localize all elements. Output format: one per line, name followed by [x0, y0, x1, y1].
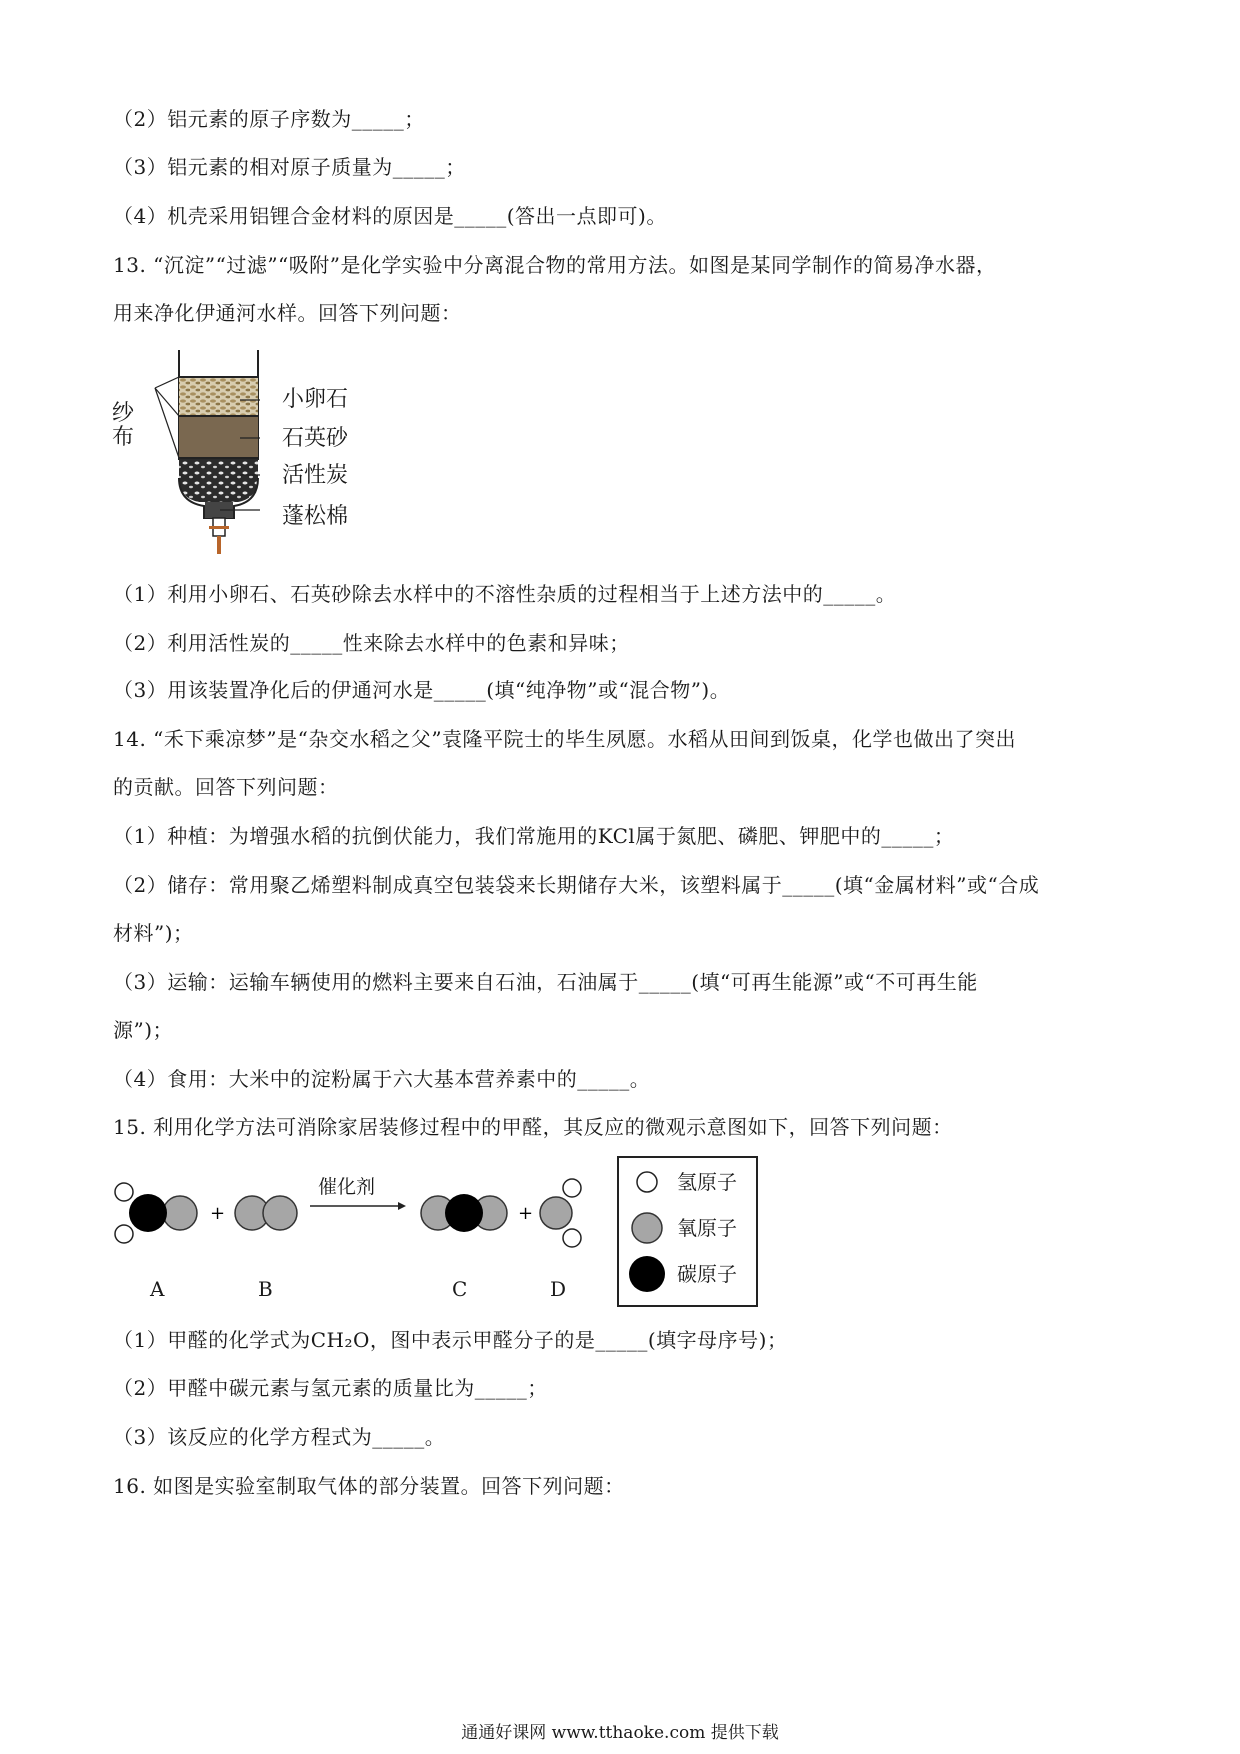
page-footer: 通通好课网 www.tthaoke.com 提供下载 — [461, 1723, 779, 1743]
q12-part2: （2）铝元素的原子序数为_____； — [113, 107, 425, 131]
label-b: B — [258, 1277, 273, 1301]
reaction-diagram — [110, 1170, 610, 1310]
q14-part4: （4）食用：大米中的淀粉属于六大基本营养素中的_____。 — [113, 1067, 651, 1091]
q13-stem-line1: 13. “沉淀”“过滤”“吸附”是化学实验中分离混合物的常用方法。如图是某同学制作的简易净水器， — [113, 253, 997, 277]
legend-carbon: 碳原子 — [619, 1254, 760, 1298]
q15-stem: 15. 利用化学方法可消除家居装修过程中的甲醛，其反应的微观示意图如下，回答下列问题： — [113, 1115, 953, 1139]
q14-part2-line2: 材料”)； — [113, 921, 194, 945]
q14-stem-line1: 14. “禾下乘凉梦”是“杂交水稻之父”袁隆平院士的毕生夙愿。水稻从田间到饭桌，化学也做出了突出 — [113, 727, 1017, 751]
carbon-atom-icon — [627, 1254, 667, 1294]
layer-pebbles-label: 小卵石 — [282, 387, 349, 412]
layer-quartz-sand-label: 石英砂 — [282, 426, 349, 451]
hydrogen-atom-icon — [627, 1164, 667, 1200]
legend-oxygen: 氧原子 — [619, 1210, 760, 1254]
catalyst-label: 催化剂 — [318, 1176, 376, 1198]
q13-part2: （2）利用活性炭的_____性来除去水样中的色素和异味； — [113, 631, 630, 655]
q13-part3: （3）用该装置净化后的伊通河水是_____(填“纯净物”或“混合物”)。 — [113, 678, 731, 702]
q15-part1: （1）甲醛的化学式为CH₂O，图中表示甲醛分子的是_____(填字母序号)； — [113, 1328, 788, 1352]
layer-activated-carbon-label: 活性炭 — [282, 463, 349, 488]
legend-hydrogen: 氢原子 — [619, 1164, 760, 1208]
q12-part3: （3）铝元素的相对原子质量为_____； — [113, 155, 466, 179]
q14-stem-line2: 的贡献。回答下列问题： — [113, 775, 339, 799]
q14-part3-line1: （3）运输：运输车辆使用的燃料主要来自石油，石油属于_____(填“可再生能源”或“不可再生能 — [113, 970, 978, 994]
q14-part2-line1: （2）储存：常用聚乙烯塑料制成真空包装袋来长期储存大米，该塑料属于_____(填“金属材料”或“合成 — [113, 873, 1040, 897]
plus-sign-1: + — [210, 1203, 226, 1224]
label-c: C — [452, 1277, 468, 1301]
q12-part4: （4）机壳采用铝锂合金材料的原因是_____(答出一点即可)。 — [113, 204, 667, 228]
gauze-label-1: 纱 — [112, 401, 135, 426]
molecule-d — [540, 1179, 581, 1247]
q15-part3: （3）该反应的化学方程式为_____。 — [113, 1425, 446, 1449]
gauze-label-2: 布 — [112, 425, 135, 450]
q14-part1: （1）种植：为增强水稻的抗倒伏能力，我们常施用的KCl属于氮肥、磷肥、钾肥中的_____； — [113, 824, 955, 848]
q14-part3-line2: 源”)； — [113, 1018, 174, 1042]
q16-stem: 16. 如图是实验室制取气体的部分装置。回答下列问题： — [113, 1474, 625, 1498]
label-d: D — [550, 1277, 567, 1301]
molecule-b — [235, 1196, 297, 1230]
molecule-a — [115, 1183, 197, 1243]
q13-stem-line2: 用来净化伊通河水样。回答下列问题： — [113, 301, 462, 325]
water-filter-figure — [110, 350, 370, 560]
plus-sign-2: + — [518, 1203, 534, 1224]
atom-legend — [617, 1156, 758, 1307]
oxygen-atom-icon — [627, 1210, 667, 1246]
q15-part2: （2）甲醛中碳元素与氢元素的质量比为_____； — [113, 1376, 548, 1400]
q13-part1: （1）利用小卵石、石英砂除去水样中的不溶性杂质的过程相当于上述方法中的_____。 — [113, 582, 897, 606]
label-a: A — [150, 1277, 165, 1301]
molecule-c — [421, 1194, 507, 1232]
layer-cotton-label: 蓬松棉 — [282, 504, 349, 529]
